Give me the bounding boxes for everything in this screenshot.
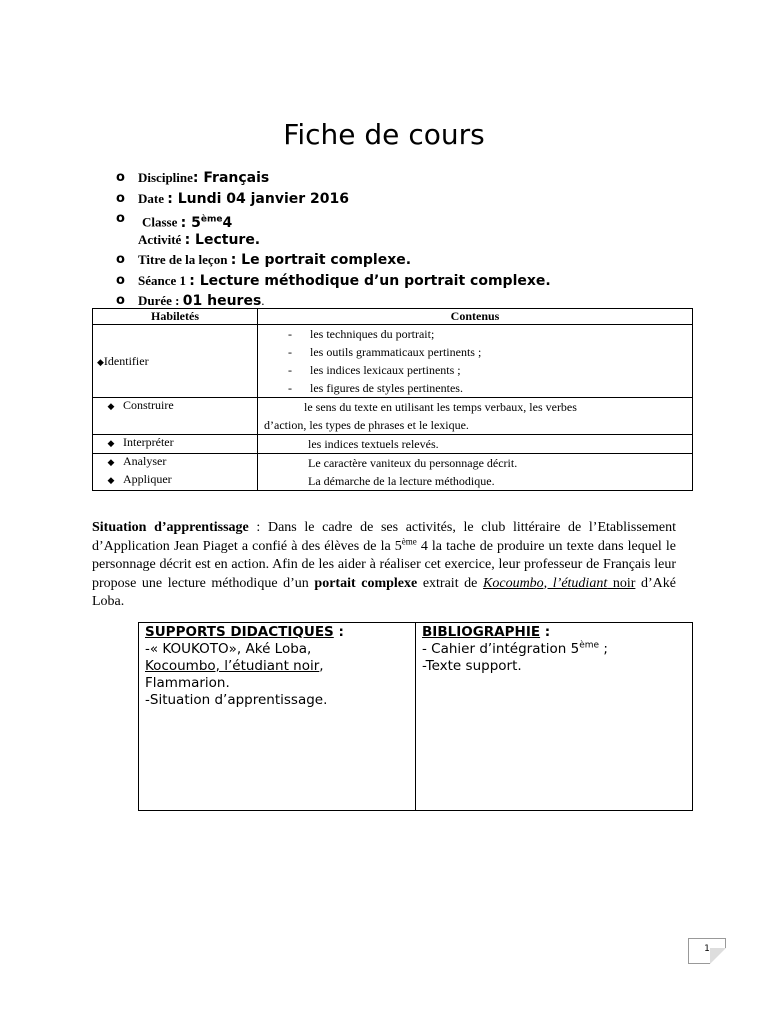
supports-column [139,623,416,810]
list-item [258,379,692,397]
bullet-icon: o [116,190,125,206]
meta-discipline [116,168,736,189]
biblio-line: -Texte support. [422,658,522,674]
contenu-text: La démarche de la lecture méthodique. [308,474,495,488]
contenus-cell [258,472,693,491]
support-book-title: Kocoumbo, l’étudiant noir [145,658,320,674]
meta-activite [116,230,736,251]
supports-heading: SUPPORTS DIDACTIQUES [145,624,334,640]
diamond-icon: ◆ [107,438,115,448]
situation-paragraph [92,519,676,612]
classe-suffix: 4 [222,214,233,231]
support-line-end: , [319,658,324,674]
habilete-label: Interpréter [123,435,174,449]
habilete-label: Construire [123,398,174,412]
contenu-text: les techniques du portrait; [310,327,435,341]
bullet-icon: o [116,170,125,185]
contenu-text: les figures de styles pertinentes. [310,381,463,395]
list-item [258,325,692,343]
table-row [93,435,693,454]
duree-value: 01 heures [182,293,262,309]
habilete-cell [93,398,258,435]
habiletes-table [92,308,693,491]
support-line: -« KOUKOTO», Aké Loba, [145,641,312,657]
bullet-icon: o [116,272,125,288]
biblio-sup: ème [579,640,600,651]
contenus-cell [258,325,693,398]
biblio-text-end: ; [599,641,608,657]
contenus-cell [258,435,693,454]
discipline-label: Discipline [138,170,193,185]
biblio-text: - Cahier d’intégration 5 [422,641,580,657]
contenu-text: le sens du texte en utilisant les temps verbaux, les verbes [304,400,577,414]
habilete-label: Identifier [103,353,149,368]
contenu-text: les outils grammaticaux pertinents ; [310,345,482,359]
support-line: Flammarion. [145,675,230,691]
page-title: Fiche de cours [283,118,485,151]
contenu-text: les indices lexicaux pertinents ; [310,363,461,377]
habilete-cell [93,325,258,398]
bibliographie-heading-colon: : [540,624,551,640]
bullet-icon: o [116,252,125,267]
situation-colon: : [248,520,268,535]
table-row [93,398,693,435]
table-row [93,454,693,473]
book-title-end: noir [607,575,636,591]
meta-titre [116,250,736,271]
classe-label: Classe [142,214,178,230]
lesson-metadata [116,168,736,312]
dash-bullet: - [288,345,292,359]
meta-seance [116,271,736,292]
seance-value: : Lecture méthodique d’un portrait complexe. [189,272,551,289]
habilete-cell [93,472,258,491]
date-label: Date [138,190,164,206]
habiletes-header: Habiletés [93,309,258,325]
habilete-cell [93,454,258,473]
contenus-cell [258,398,693,435]
situation-text: extrait de [417,575,484,591]
supports-bibliographie-box [138,622,693,811]
contenu-text: d’action, les types de phrases et le lexique. [264,418,469,432]
dash-bullet: - [288,327,292,341]
meta-date [116,189,736,210]
support-line [145,658,409,675]
list-item [258,343,692,361]
bullet-icon: o [116,293,125,308]
table-header-row [93,309,693,325]
date-value: : Lundi 04 janvier 2016 [167,190,350,207]
classe-sup: ème [200,214,223,224]
page-number: 1 [688,938,726,964]
situation-bold: portait complexe [314,575,418,591]
titre-label: Titre de la leçon [138,252,228,267]
contenus-header: Contenus [258,309,693,325]
support-line: -Situation d’apprentissage. [145,692,328,708]
contenu-text: Le caractère vaniteux du personnage décrit. [308,456,518,470]
habilete-cell [93,435,258,454]
titre-value: : Le portrait complexe. [230,252,412,268]
meta-classe [116,209,736,230]
table-row [93,472,693,491]
dash-bullet: - [288,363,292,377]
dash-bullet: - [288,381,292,395]
situation-text: d’Aké Loba. [92,575,676,609]
table-row [93,325,693,398]
seance-label: Séance 1 [138,272,187,288]
habilete-label: Analyser [123,454,167,468]
habilete-label: Appliquer [123,472,172,486]
activite-label: Activité [138,231,182,247]
diamond-icon: ◆ [107,457,115,467]
classe-value: : 5 [180,214,201,231]
bullet-icon: o [116,211,125,226]
situation-label: Situation d’apprentissage [92,520,249,535]
diamond-icon: ◆ [107,401,115,411]
diamond-icon: ◆ [107,475,115,485]
situation-text: 4 la tache de produire un texte dans lequel le personnage décrit est en action. Afin de les aider à réaliser cet exercice, leur professeur de Français leur propose une lecture méthodique d’un [92,538,676,591]
discipline-value: : Français [192,170,270,186]
situation-text: Dans le cadre de ses activités, le club littéraire de l’Etablissement d’Application Jean Piaget a confié à des élèves de la 5 [92,520,677,554]
bibliographie-column [416,623,692,810]
book-title: Kocoumbo, l’étudiant [483,575,608,591]
contenu-text: les indices textuels relevés. [308,437,439,451]
activite-value: : Lecture. [184,231,261,248]
duree-end: . [261,293,265,308]
situation-sup: ème [401,535,417,546]
duree-label: Durée : [138,293,180,308]
list-item [258,361,692,379]
bibliographie-heading: BIBLIOGRAPHIE [422,624,541,640]
diamond-icon: ◆ [97,356,104,367]
biblio-line [422,641,686,658]
supports-heading-colon: : [333,624,344,640]
contenus-cell [258,454,693,473]
